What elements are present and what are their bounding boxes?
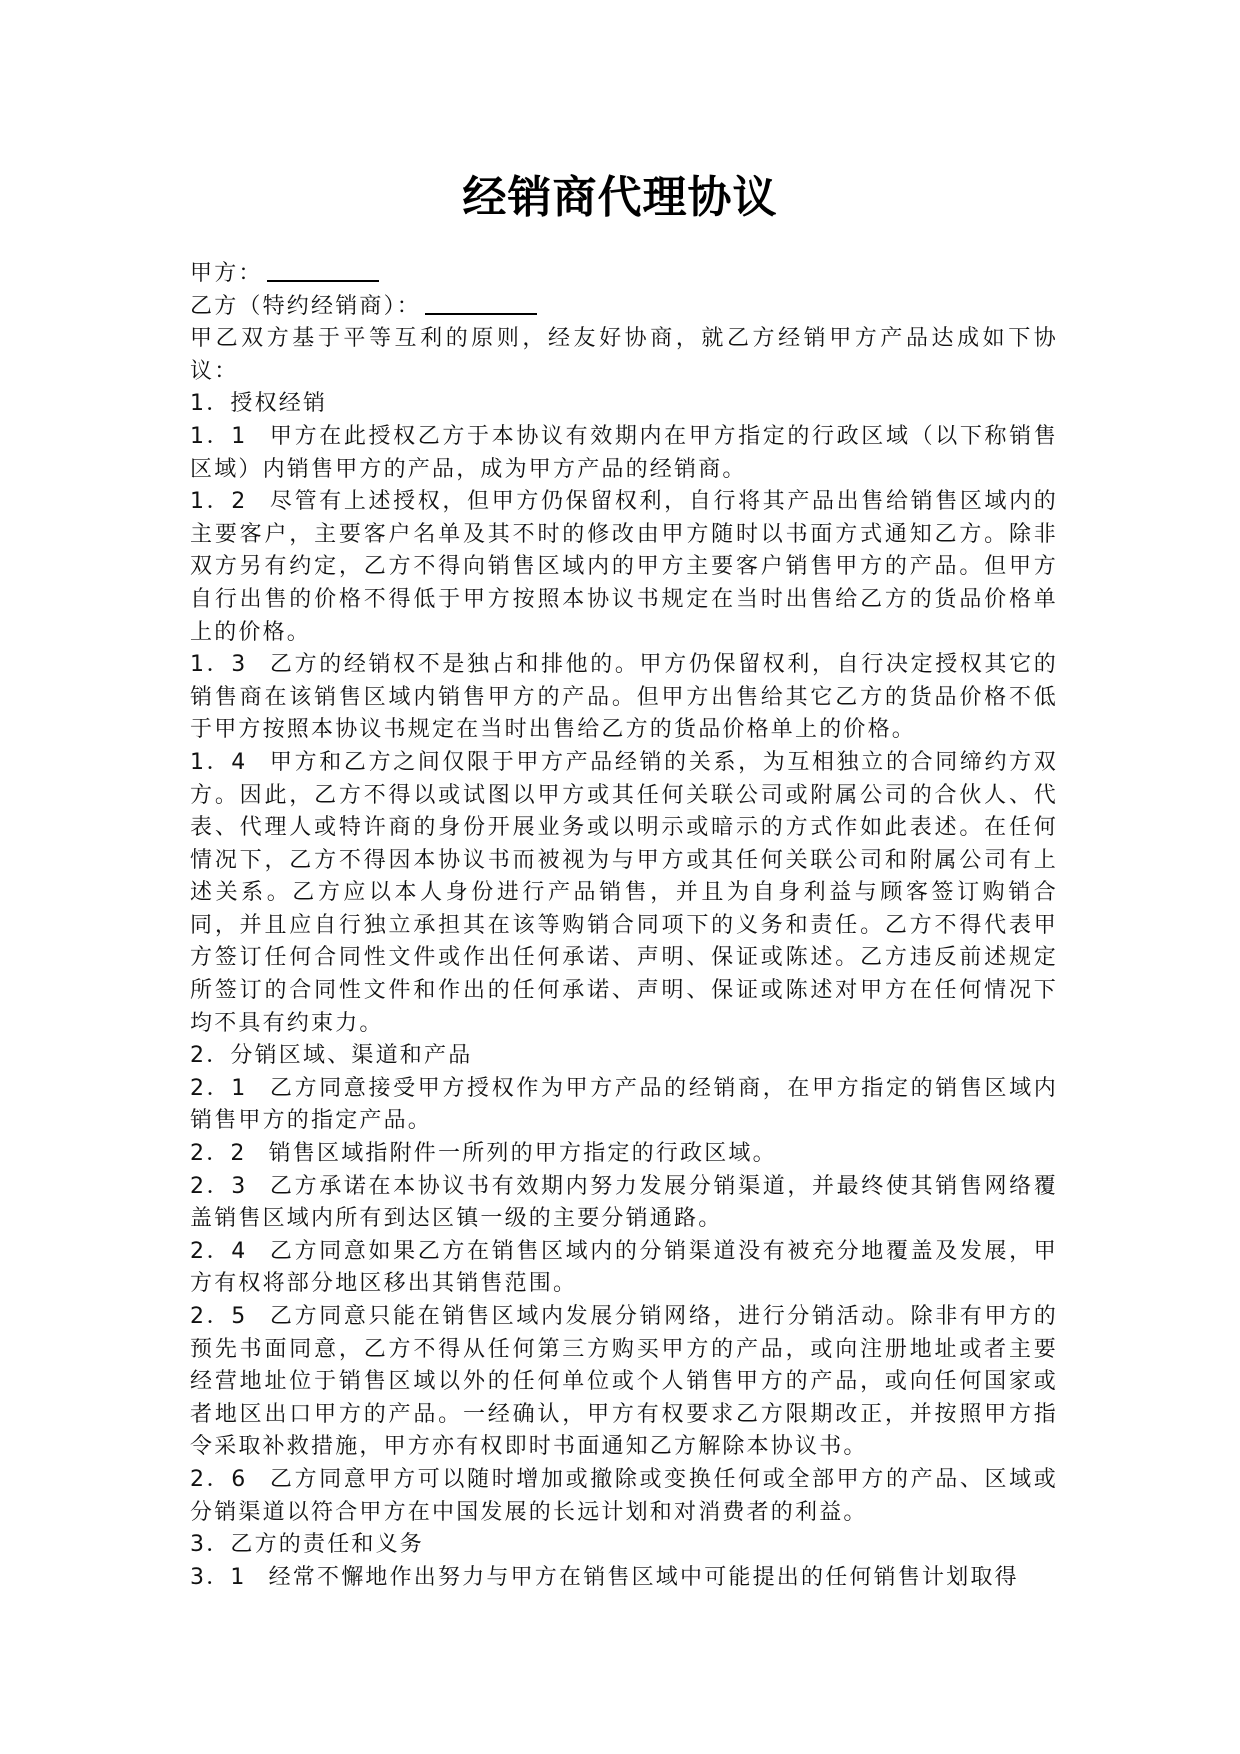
clause-number: 3． [190, 1532, 231, 1558]
clause-number: 2．3 [190, 1173, 248, 1199]
party-a-blank [267, 258, 379, 282]
party-a-label: 甲方： [190, 261, 263, 286]
clause-text: 乙方同意只能在销售区域内发展分销网络，进行分销活动。除非有甲方的预先书面同意，乙方不得从任何第三方购买甲方的产品，或向注册地址或者主要经营地址位于销售区域以外的任何单位或个人销售甲方的产品，或向任何国家或者地区出口甲方的产品。一经确认，甲方有权要求乙方限期改正，并按照甲方指令采取补救措施，甲方亦有权即时书面通知乙方解除本协议书。 [190, 1304, 1058, 1460]
clause-paragraph [190, 1529, 1058, 1562]
party-b-blank [425, 291, 537, 315]
intro-paragraph: 甲乙双方基于平等互利的原则，经友好协商，就乙方经销甲方产品达成如下协议： [190, 326, 1058, 384]
party-a-line [190, 258, 1058, 291]
clause-number: 2．5 [190, 1304, 248, 1329]
clause-paragraph [190, 486, 1058, 649]
clause-text: 分销区域、渠道和产品 [230, 1043, 473, 1069]
clause-text: 乙方同意甲方可以随时增加或撤除或变换任何或全部甲方的产品、区域或分销渠道以符合甲方在中国发展的长远计划和对消费者的利益。 [190, 1466, 1058, 1525]
clause-paragraph [190, 1138, 1058, 1171]
clause-text: 甲方和乙方之间仅限于甲方产品经销的关系，为互相独立的合同缔约方双方。因此，乙方不得以或试图以甲方或其任何关联公司或附属公司的合伙人、代表、代理人或特许商的身份开展业务或以明示或暗示的方式作如此表述。在任何情况下，乙方不得因本协议书而被视为与甲方或其任何关联公司和附属公司有上述关系。乙方应以本人身份进行产品销售，并且为自身利益与顾客签订购销合同，并且应自行独立承担其在该等购销合同项下的义务和责任。乙方不得代表甲方签订任何合同性文件或作出任何承诺、声明、保证或陈述。乙方违反前述规定所签订的合同性文件和作出的任何承诺、声明、保证或陈述对甲方在任何情况下均不具有约束力。 [190, 749, 1058, 1036]
clause-number: 1．2 [190, 489, 248, 515]
clause-text: 乙方承诺在本协议书有效期内努力发展分销渠道，并最终使其销售网络覆盖销售区域内所有到达区镇一级的主要分销通路。 [190, 1173, 1058, 1232]
clause-text: 乙方的经销权不是独占和排他的。甲方仍保留权利，自行决定授权其它的销售商在该销售区域内销售甲方的产品。但甲方出售给其它乙方的货品价格不低于甲方按照本协议书规定在当时出售给乙方的货品价格单上的价格。 [190, 652, 1058, 743]
clause-paragraph [190, 1562, 1058, 1595]
clause-number: 2．2 [190, 1141, 247, 1167]
clause-paragraph [190, 1301, 1058, 1464]
clause-paragraph [190, 421, 1058, 486]
clause-list [190, 388, 1058, 1594]
clause-number: 3．1 [190, 1564, 247, 1590]
clause-paragraph [190, 747, 1058, 1040]
party-b-label: 乙方（特约经销商）： [190, 293, 422, 319]
clause-text: 乙方同意接受甲方授权作为甲方产品的经销商，在甲方指定的销售区域内销售甲方的指定产品。 [190, 1075, 1058, 1134]
clause-text: 销售区域指附件一所列的甲方指定的行政区域。 [268, 1141, 777, 1167]
clause-text: 乙方同意如果乙方在销售区域内的分销渠道没有被充分地覆盖及发展，甲方有权将部分地区移出其销售范围。 [190, 1238, 1058, 1297]
clause-text: 甲方在此授权乙方于本协议有效期内在甲方指定的行政区域（以下称销售区域）内销售甲方的产品，成为甲方产品的经销商。 [190, 423, 1058, 482]
clause-number: 1．3 [190, 652, 248, 678]
clause-number: 1． [190, 391, 231, 417]
clause-number: 2．4 [190, 1238, 248, 1264]
document-title: 经销商代理协议 [462, 172, 778, 223]
clause-text: 乙方的责任和义务 [230, 1532, 425, 1558]
clause-number: 2．6 [190, 1466, 248, 1492]
clause-number: 2．1 [190, 1075, 248, 1101]
clause-paragraph [190, 649, 1058, 747]
document-body [190, 258, 1058, 1594]
clause-paragraph [190, 1464, 1058, 1529]
clause-paragraph [190, 1073, 1058, 1138]
clause-paragraph [190, 1236, 1058, 1301]
party-b-line [190, 291, 1058, 324]
clause-paragraph [190, 1040, 1058, 1073]
clause-text: 尽管有上述授权，但甲方仍保留权利，自行将其产品出售给销售区域内的主要客户，主要客户名单及其不时的修改由甲方随时以书面方式通知乙方。除非双方另有约定，乙方不得向销售区域内的甲方主要客户销售甲方的产品。但甲方自行出售的价格不得低于甲方按照本协议书规定在当时出售给乙方的货品价格单上的价格。 [190, 489, 1058, 645]
clause-number: 2． [190, 1043, 231, 1069]
clause-paragraph [190, 1171, 1058, 1236]
clause-text: 经常不懈地作出努力与甲方在销售区域中可能提出的任何销售计划取得 [268, 1564, 1019, 1590]
clause-number: 1．1 [190, 423, 248, 449]
clause-text: 授权经销 [230, 391, 328, 417]
clause-number: 1．4 [190, 749, 248, 775]
clause-paragraph [190, 388, 1058, 421]
